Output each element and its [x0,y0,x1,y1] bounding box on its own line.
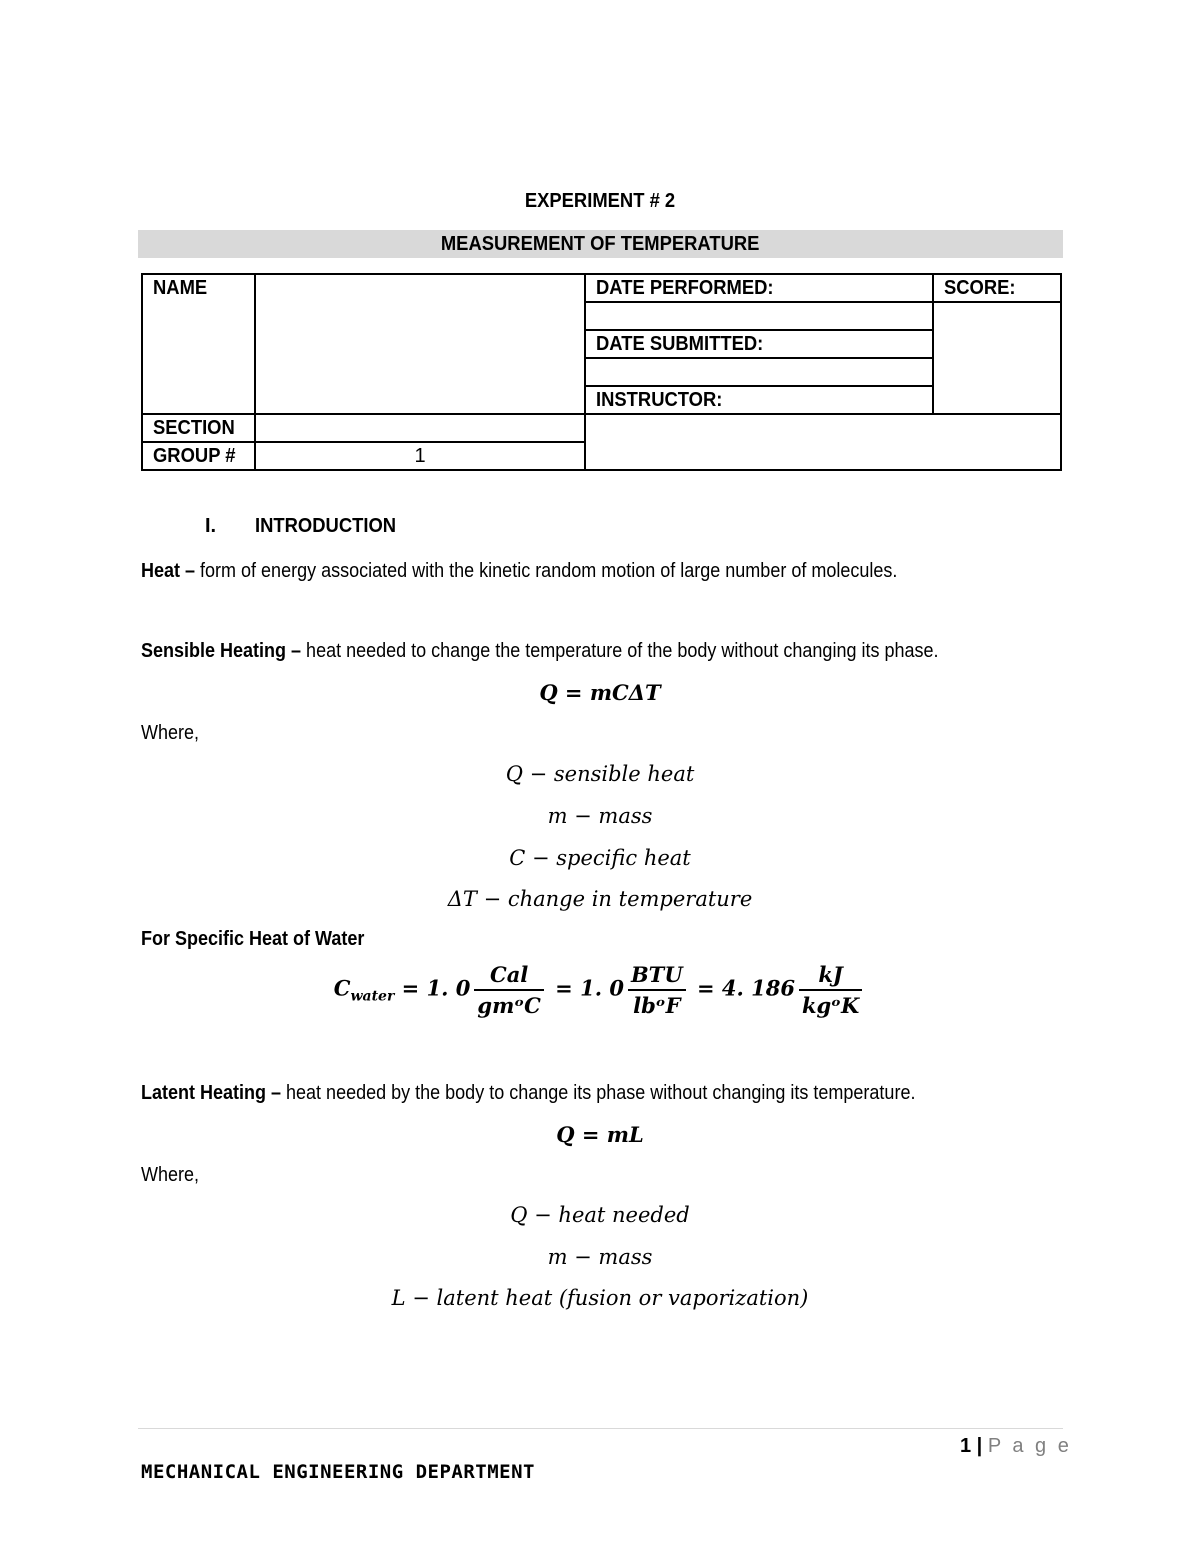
student-info-table [141,273,1062,471]
heat-text: form of energy associated with the kinetic random motion of large number of molecules. [195,560,898,582]
experiment-name-band [138,230,1063,258]
name-label-cell: NAME [142,274,255,414]
instructor-label-cell: INSTRUCTOR: [585,386,933,414]
section-field[interactable] [255,414,585,442]
group-field[interactable]: 1 [255,442,585,470]
section-label-cell: SECTION [142,414,255,442]
section-heading [205,515,408,538]
date-submitted-field[interactable] [585,358,933,386]
water-eq1: = 1. 0 [401,975,471,1001]
water-heading: For Specific Heat of Water [141,928,365,950]
latent-where: Where, [141,1164,200,1186]
heat-term: Heat – [141,560,196,582]
page-number: 1 | P a g e [960,1435,1072,1457]
sensible-var: ΔT − change in temperature [447,887,753,911]
name-field[interactable] [255,274,585,414]
sensible-where: Where, [141,722,200,744]
fraction-kj: $\frac{kJ}{\text{kgᵒK}}$ [799,962,862,1018]
group-label-cell: GROUP # [142,442,255,470]
date-performed-label-cell: DATE PERFORMED: [585,274,933,302]
sensible-term: Sensible Heating – [141,640,302,662]
latent-var: L − latent heat (fusion or vaporization) [391,1286,809,1310]
sensible-definition [141,640,1027,663]
sensible-formula: Q = mCΔT [539,680,661,705]
sensible-text: heat needed to change the temperature of the body without changing its phase. [301,640,939,662]
section-title: INTRODUCTION [255,515,397,537]
score-label-cell: SCORE: [933,274,1061,302]
sensible-var: C − specific heat [509,846,691,870]
sensible-var: m − mass [547,804,653,828]
fraction-btu: $\frac{\text{BTU}}{\text{lbᵒF}}$ [628,962,686,1018]
instructor-field[interactable] [585,414,1061,470]
date-performed-field[interactable] [585,302,933,330]
latent-term: Latent Heating – [141,1082,282,1104]
sensible-var: Q − sensible heat [505,762,695,786]
heat-definition [141,560,981,583]
water-eq3: = 4. 186 [696,975,795,1001]
water-specific-heat-equation [0,962,1200,1018]
date-submitted-label-cell: DATE SUBMITTED: [585,330,933,358]
latent-definition [141,1082,1002,1105]
water-eq2: = 1. 0 [555,975,624,1001]
latent-text: heat needed by the body to change its phase without changing its temperature. [281,1082,916,1104]
experiment-name: MEASUREMENT OF TEMPERATURE [441,233,760,255]
experiment-title: EXPERIMENT # 2 [524,190,676,212]
latent-formula: Q = mL [556,1122,644,1147]
footer-divider [138,1428,1063,1429]
department-name: MECHANICAL ENGINEERING DEPARTMENT [141,1461,535,1483]
latent-var: m − mass [547,1245,653,1269]
water-lhs-subscript: water [350,988,395,1005]
fraction-cal: $\frac{\text{Cal}}{\text{gmᵒC}}$ [474,962,543,1018]
latent-var: Q − heat needed [510,1203,690,1227]
water-lhs: C [333,975,351,1001]
score-field[interactable] [933,302,1061,414]
section-number: I. [205,515,217,537]
